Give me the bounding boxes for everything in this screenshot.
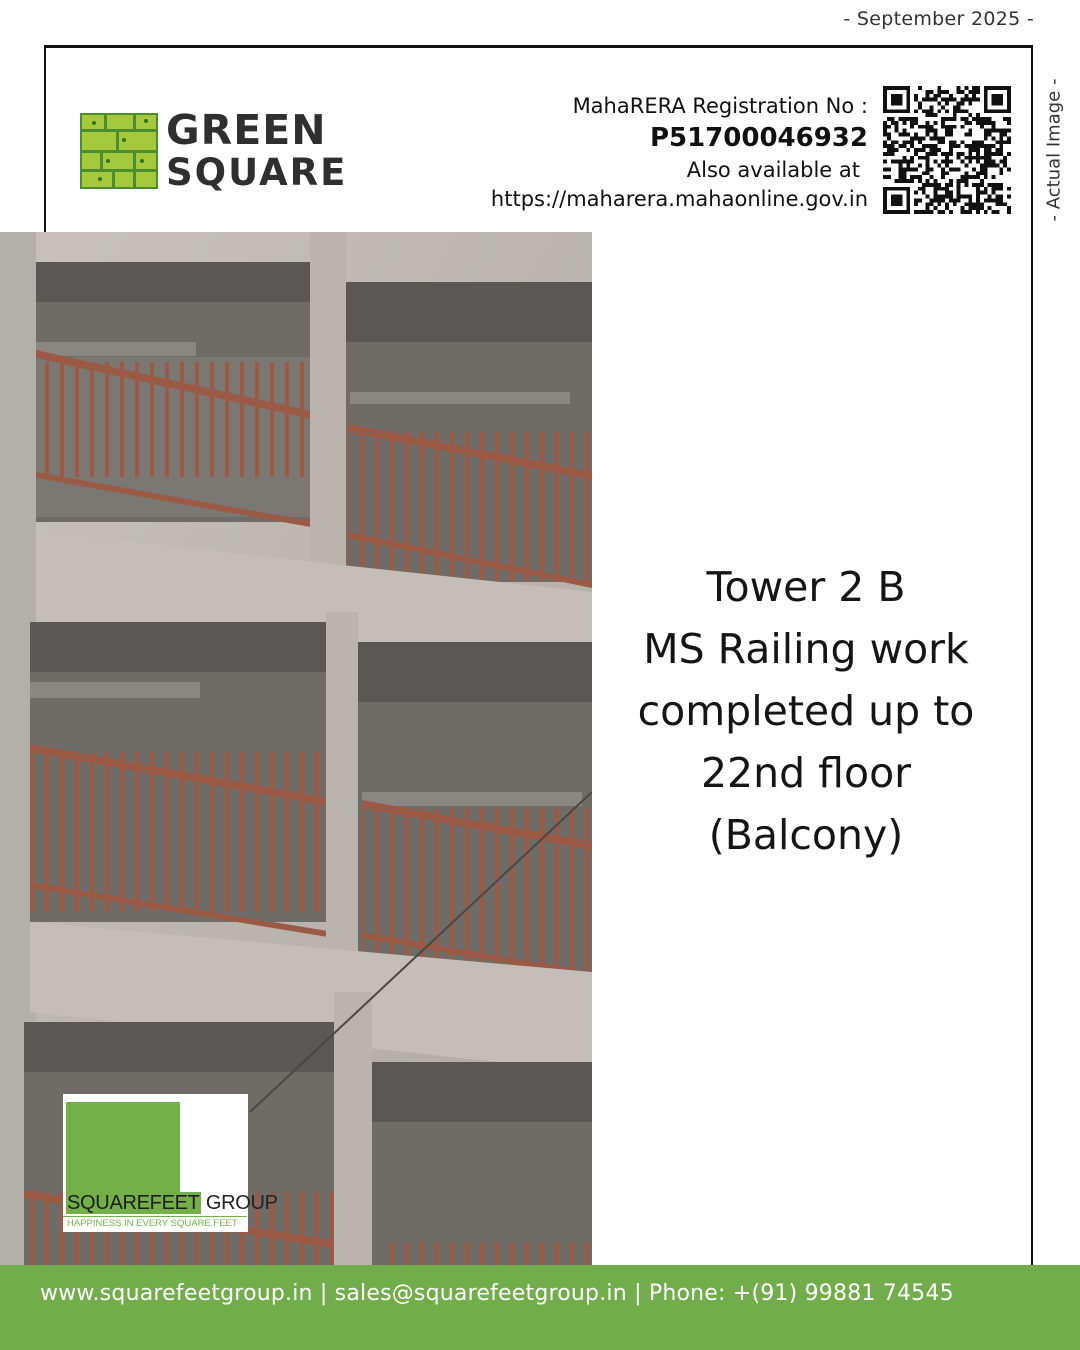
- group-logo-square-icon: [66, 1102, 180, 1206]
- rera-number: P51700046932: [649, 123, 868, 153]
- logo-word-green: GREEN: [166, 106, 327, 154]
- group-logo-name: [66, 1192, 278, 1215]
- qr-code-icon[interactable]: [883, 86, 1011, 214]
- rera-label: MahaRERA Registration No :: [572, 94, 868, 118]
- caption-line: completed up to: [637, 687, 975, 735]
- group-tagline: HAPPINESS IN EVERY SQUARE FEET: [63, 1216, 247, 1230]
- footer-contact[interactable]: www.squarefeetgroup.in | sales@squarefeetgroup.in | Phone: +(91) 99881 74545: [40, 1281, 954, 1306]
- frame-border-top: [44, 45, 1033, 48]
- green-square-logo-icon: [80, 113, 158, 189]
- rera-url-link[interactable]: https://maharera.mahaonline.gov.in: [490, 187, 868, 211]
- caption-line: MS Railing work: [643, 625, 969, 673]
- caption-line: 22nd floor: [700, 749, 912, 797]
- caption-line: (Balcony): [708, 811, 904, 859]
- green-square-logo: [80, 106, 360, 194]
- group-name-highlight: SQUAREFEET: [67, 1192, 200, 1214]
- rera-available-text: Also available at: [686, 158, 860, 182]
- date-label: - September 2025 -: [843, 8, 1034, 30]
- rera-info: [491, 92, 868, 214]
- logo-word-square: SQUARE: [166, 151, 348, 194]
- frame-border-left: [44, 45, 46, 245]
- actual-image-label: - Actual Image -: [1043, 78, 1065, 222]
- squarefeet-group-logo: [63, 1094, 278, 1232]
- caption: [596, 556, 1016, 866]
- frame-border-right: [1031, 45, 1033, 1267]
- group-name-rest: GROUP: [200, 1192, 278, 1214]
- caption-line: Tower 2 B: [706, 563, 906, 611]
- footer-bar: [0, 1265, 1080, 1350]
